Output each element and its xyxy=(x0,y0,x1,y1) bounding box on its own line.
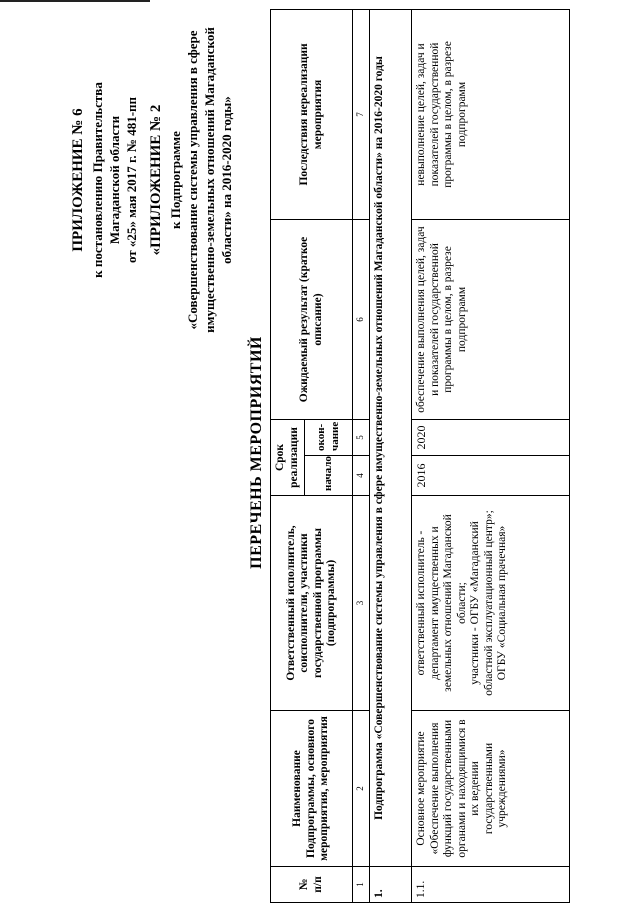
appendix-6-label: ПРИЛОЖЕНИЕ № 6 xyxy=(70,108,86,252)
header-executor: Ответственный исполнитель, соисполнители, участники государственной программы (подпрограммы) xyxy=(271,496,353,711)
row-name: Основное мероприятие «Обеспечение выполнения функций государственными органами и находящимися в их ведении государственными учреждениями» xyxy=(412,711,570,867)
appendix-2-label: «ПРИЛОЖЕНИЕ № 2 xyxy=(148,104,164,256)
column-number: 4 xyxy=(353,456,370,496)
header-sub-1: к Подпрограмме xyxy=(168,131,183,229)
column-number: 6 xyxy=(353,219,370,419)
section-title: Подпрограмма «Совершенствование системы управления в сфере имущественно-земельных отношений Магаданской области» на 2016-2020 годы xyxy=(370,9,412,866)
executor-participants: участники - ОГБУ «Магаданский областной эксплуатационный центр»; xyxy=(469,510,495,696)
header-end: окон- чание xyxy=(305,419,353,455)
table-row xyxy=(412,9,570,902)
executor-main: ответственный исполнитель - департамент имущественных и земельных отношений Магаданской области; xyxy=(415,514,468,692)
column-number: 7 xyxy=(353,9,370,219)
row-consequences: невыполнение целей, задач и показателей государственной программы в целом, в разрезе подпрограмм xyxy=(412,9,570,219)
header-result: Ожидаемый результат (краткое описание) xyxy=(271,219,353,419)
header-line-2: Магаданской области xyxy=(107,115,122,245)
header-start: начало xyxy=(305,456,353,496)
measures-table xyxy=(270,9,570,903)
row-start-year: 2016 xyxy=(412,456,570,496)
header-num: № п/п xyxy=(271,867,353,903)
column-number: 3 xyxy=(353,496,370,711)
row-end-year: 2020 xyxy=(412,419,570,455)
column-number: 2 xyxy=(353,711,370,867)
row-num: 1.1. xyxy=(412,867,570,903)
appendix-header xyxy=(70,5,235,355)
executor-participants-2: ОГБУ «Социальная прачечная» xyxy=(496,525,508,681)
column-number: 5 xyxy=(353,419,370,455)
header-name: Наименование Подпрограммы, основного мероприятия, мероприятия xyxy=(271,711,353,867)
header-line-3: от «25» мая 2017 г. № 481-пп xyxy=(124,96,139,264)
header-term: Срок реализации xyxy=(271,419,305,495)
row-result: обеспечение выполнения целей, задач и показателей государственной программы в целом, в разрезе подпрограмм xyxy=(412,219,570,419)
header-consequences: Последствия нереализации мероприятия xyxy=(271,9,353,219)
header-sub-2: «Совершенствование системы управления в сфере имущественно-земельных отношений Магаданской области» на 2016-2020 годы» xyxy=(185,27,234,333)
row-executor xyxy=(412,496,570,711)
section-num: 1. xyxy=(370,867,412,903)
page-title: ПЕРЕЧЕНЬ МЕРОПРИЯТИЙ xyxy=(248,336,265,569)
column-number: 1 xyxy=(353,867,370,903)
header-line-1: к постановлению Правительства xyxy=(90,82,105,278)
